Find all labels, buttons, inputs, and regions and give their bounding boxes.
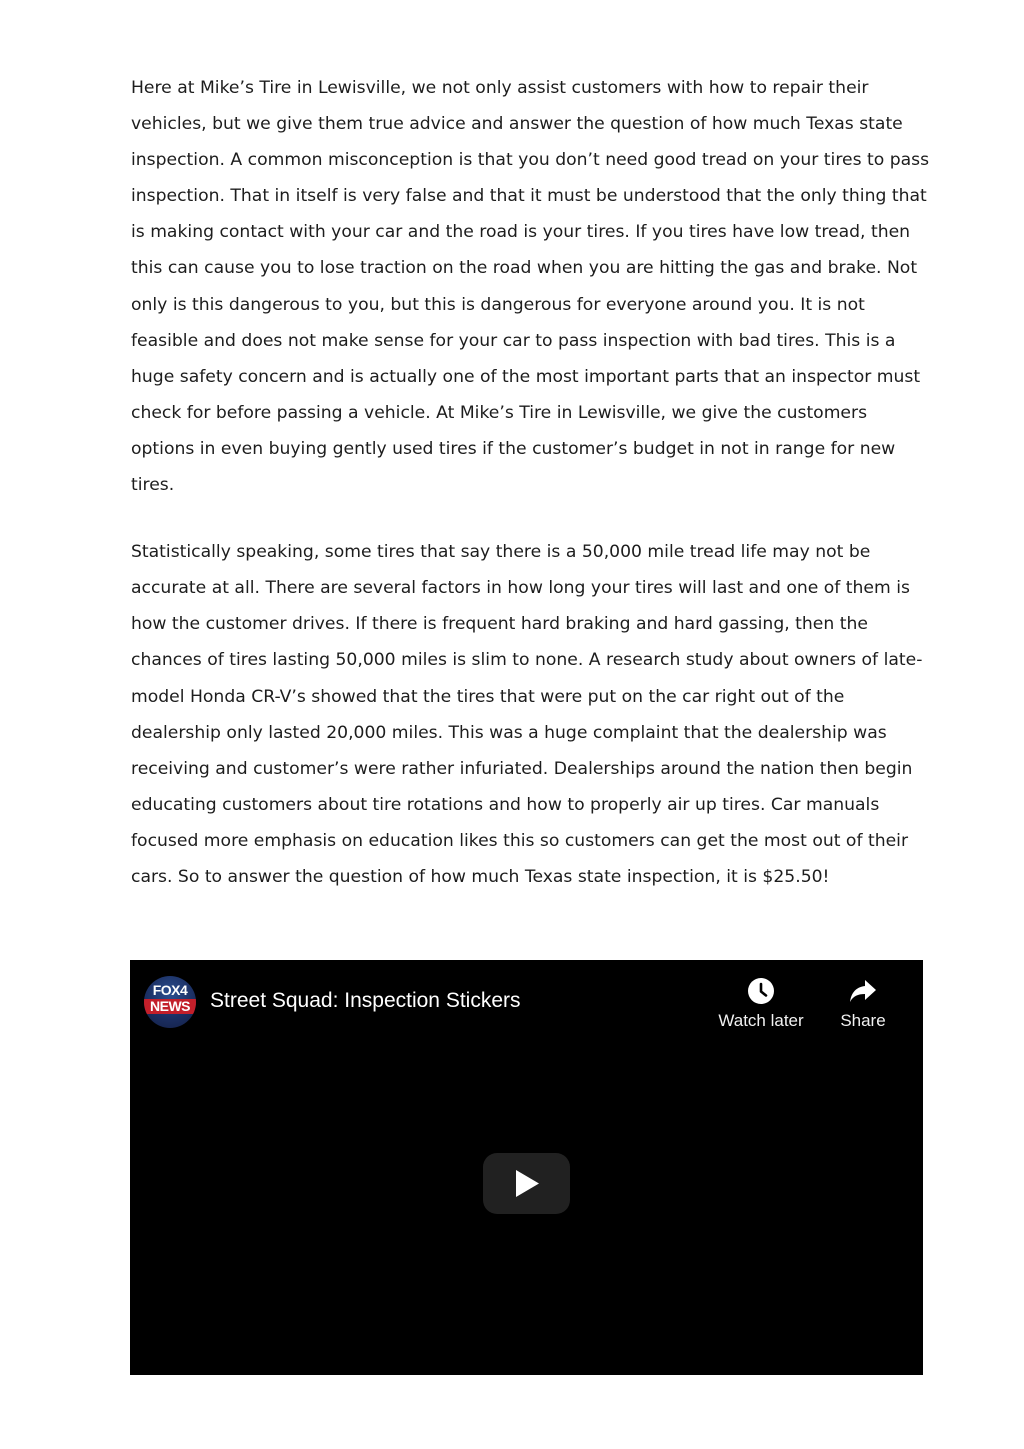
play-icon bbox=[514, 1169, 540, 1198]
article-paragraph-2: Statistically speaking, some tires that say there is a 50,000 mile tread life may not be accurate at all. There are several factors in how long your tires will last and one of them is how the customer drives. If there is frequent hard braking and hard gassing, then the chances of tires lasting 50,000 miles is slim to none. A research study about owners of late-model Honda CR-V’s showed that the tires that were put on the car right out of the dealership only lasted 20,000 miles. This was a huge complaint that the dealership was receiving and customer’s were rather infuriated. Dealerships around the nation then begin educating customers about tire rotations and how to properly air up tires. Car manuals focused more emphasis on education likes this so customers can get the most out of their cars. So to answer the question of how much Texas state inspection, it is $25.50! bbox=[131, 542, 923, 887]
play-button[interactable] bbox=[483, 1153, 570, 1214]
article-body bbox=[131, 70, 931, 926]
share-arrow-icon bbox=[848, 977, 878, 1005]
clock-icon bbox=[747, 977, 775, 1005]
video-title[interactable]: Street Squad: Inspection Stickers bbox=[210, 989, 521, 1012]
article-paragraph-1: Here at Mike’s Tire in Lewisville, we not only assist customers with how to repair their vehicles, but we give them true advice and answer the question of how much Texas state inspection. A common misconception is that you don’t need good tread on your tires to pass inspection. That in itself is very false and that it must be understood that the only thing that is making contact with your car and the road is your tires. If you tires have low tread, then this can cause you to lose traction on the road when you are hitting the gas and brake. Not only is this dangerous to you, but this is dangerous for everyone around you. It is not feasible and does not make sense for your car to pass inspection with bad tires. This is a huge safety concern and is actually one of the most important parts that an inspector must check for before passing a vehicle. At Mike’s Tire in Lewisville, we give the customers options in even buying gently used tires if the customer’s budget in not in range for new tires. bbox=[131, 78, 930, 496]
video-embed[interactable] bbox=[130, 960, 923, 1375]
watch-later-label: Watch later bbox=[718, 1011, 804, 1030]
share-label: Share bbox=[840, 1011, 886, 1030]
channel-logo-fox4-text: FOX4 bbox=[152, 982, 188, 998]
channel-logo-news-text: NEWS bbox=[144, 999, 196, 1014]
share-button[interactable] bbox=[808, 974, 918, 1040]
channel-logo[interactable] bbox=[144, 976, 196, 1028]
watch-later-button[interactable] bbox=[706, 974, 816, 1040]
